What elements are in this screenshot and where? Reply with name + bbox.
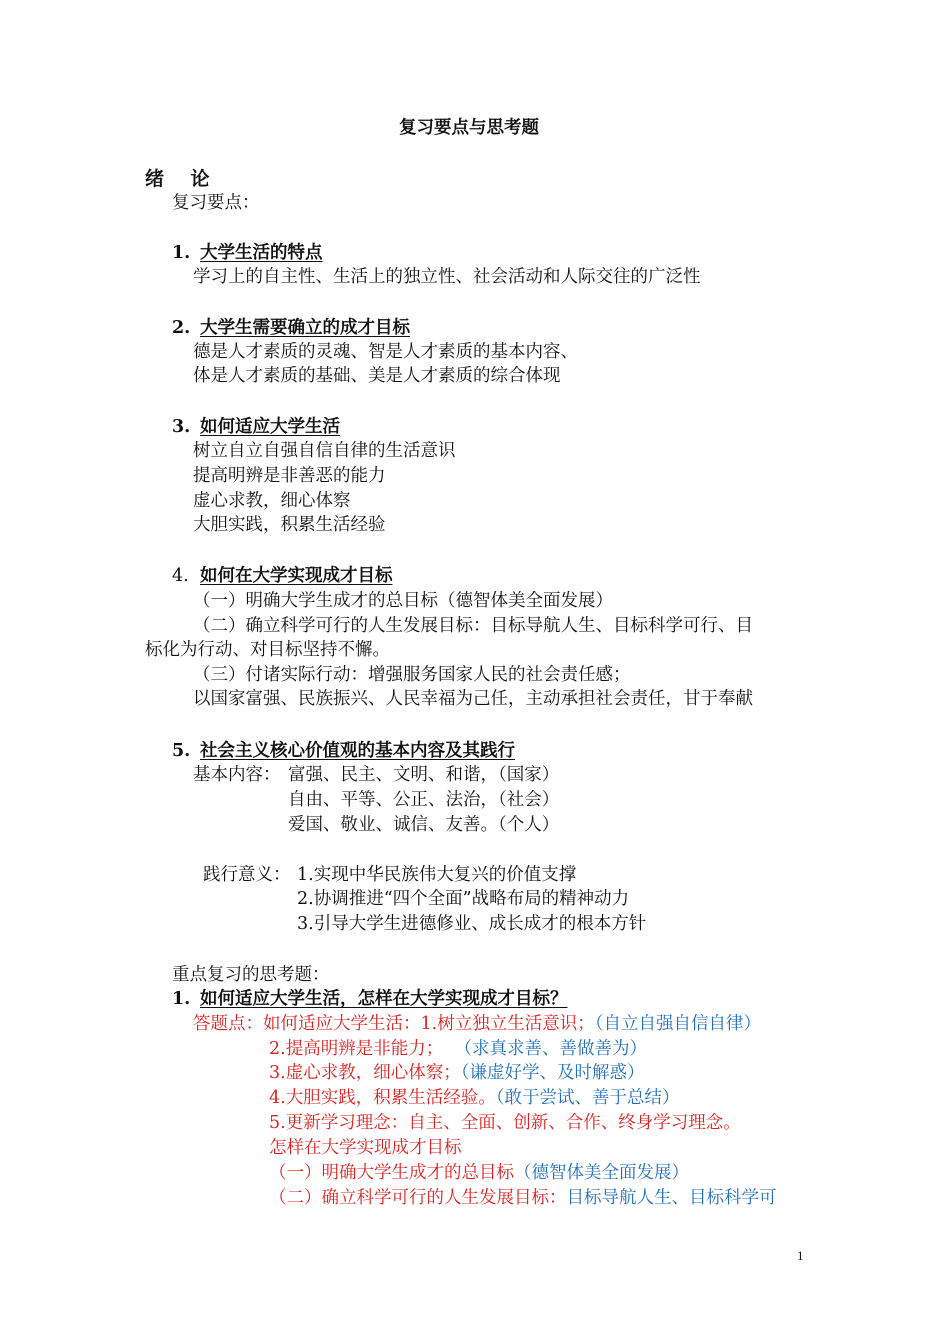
answer-note: （求真求善、善做善为） [463, 1039, 647, 1059]
point-2-line: 体是人才素质的基础、美是人才素质的综合体现 [193, 366, 561, 386]
point-number: 4. [172, 566, 189, 586]
point-title: 大学生活的特点 [200, 243, 323, 263]
answer-line [193, 1012, 761, 1036]
point-title: 如何在大学实现成才目标 [200, 566, 393, 586]
point-3-line: 大胆实践，积累生活经验 [193, 515, 386, 535]
point-5-heading [172, 739, 515, 763]
point-number: 3. [172, 417, 191, 437]
content-label: 基本内容： [193, 765, 281, 785]
content-line: 富强、民主、文明、和谐，（国家） [288, 765, 560, 785]
point-3-line: 提高明辨是非善恶的能力 [193, 466, 386, 486]
answer-line [269, 1186, 777, 1210]
answer-item: 4.大胆实践，积累生活经验。 [269, 1088, 496, 1108]
answer-item: （一）明确大学生成才的总目标 [269, 1163, 514, 1183]
answer-item: 2.提高明辨是非能力； [269, 1039, 444, 1059]
question-text: 如何适应大学生活，怎样在大学实现成才目标？ [200, 989, 568, 1009]
point-number: 2. [172, 318, 191, 338]
point-2-line: 德是人才素质的灵魂、智是人才素质的基本内容、 [193, 342, 578, 362]
point-3-heading [172, 415, 340, 439]
page-title: 复习要点与思考题 [399, 118, 539, 138]
answer-item: 5.更新学习理念：自主、全面、创新、合作、终身学习理念。 [269, 1113, 741, 1133]
answer-line [269, 1111, 741, 1135]
practice-line: 1.实现中华民族伟大复兴的价值支撑 [297, 865, 577, 885]
answer-note: 目标导航人生、目标科学可 [566, 1188, 777, 1208]
point-3-line: 虚心求教，细心体察 [193, 491, 351, 511]
point-3-line: 树立自立自强自信自律的生活意识 [193, 441, 456, 461]
answer-intro: 如何适应大学生活： [263, 1014, 421, 1034]
answer-note: （谦虚好学、及时解惑） [460, 1063, 645, 1083]
answer-item: 1.树立独立生活意识； [420, 1014, 595, 1034]
content-line: 自由、平等、公正、法治，（社会） [288, 790, 560, 810]
point-4-line: 标化为行动、对目标坚持不懈。 [145, 640, 390, 660]
content-line: 爱国、敬业、诚信、友善。（个人） [288, 815, 560, 835]
point-title: 社会主义核心价值观的基本内容及其践行 [200, 741, 515, 761]
point-1-heading [172, 241, 323, 265]
answer-label: 答题点： [193, 1014, 263, 1034]
point-number: 1. [172, 243, 191, 263]
point-4-line: （二）确立科学可行的人生发展目标：目标导航人生、目标科学可行、目 [193, 616, 753, 636]
answer-line [269, 1037, 647, 1061]
question-1 [172, 987, 568, 1011]
point-1-line: 学习上的自主性、生活上的独立性、社会活动和人际交往的广泛性 [193, 267, 701, 287]
answer-note: （德智体美全面发展） [514, 1163, 689, 1183]
point-4-line: 以国家富强、民族振兴、人民幸福为己任，主动承担社会责任，甘于奉献 [193, 689, 753, 709]
point-title: 如何适应大学生活 [200, 417, 340, 437]
point-number: 5. [172, 741, 191, 761]
page-number: 1 [797, 1248, 804, 1263]
answer-note: （敢于尝试、善于总结） [495, 1088, 680, 1108]
point-4-line: （三）付诸实际行动：增强服务国家人民的社会责任感； [193, 665, 631, 685]
answer-line [269, 1161, 689, 1185]
question-number: 1. [172, 989, 191, 1009]
practice-line: 3.引导大学生进德修业、成长成才的根本方针 [297, 914, 647, 934]
chapter-heading: 绪 论 [145, 168, 210, 190]
review-points-label: 复习要点： [172, 193, 260, 213]
key-questions-label: 重点复习的思考题： [172, 965, 330, 985]
point-title: 大学生需要确立的成才目标 [200, 318, 410, 338]
practice-label: 践行意义： [203, 865, 291, 885]
answer-item: （二）确立科学可行的人生发展目标： [269, 1188, 567, 1208]
answer-item: 3.虚心求教，细心体察； [269, 1063, 461, 1083]
point-4-heading [172, 564, 393, 588]
practice-line: 2.协调推进“四个全面”战略布局的精神动力 [297, 889, 630, 909]
point-4-line: （一）明确大学生成才的总目标（德智体美全面发展） [193, 591, 613, 611]
answer-how-title: 怎样在大学实现成才目标 [269, 1138, 462, 1158]
answer-note: （自立自强自信自律） [594, 1014, 761, 1034]
answer-line [269, 1061, 644, 1085]
answer-line [269, 1086, 679, 1110]
point-2-heading [172, 316, 410, 340]
